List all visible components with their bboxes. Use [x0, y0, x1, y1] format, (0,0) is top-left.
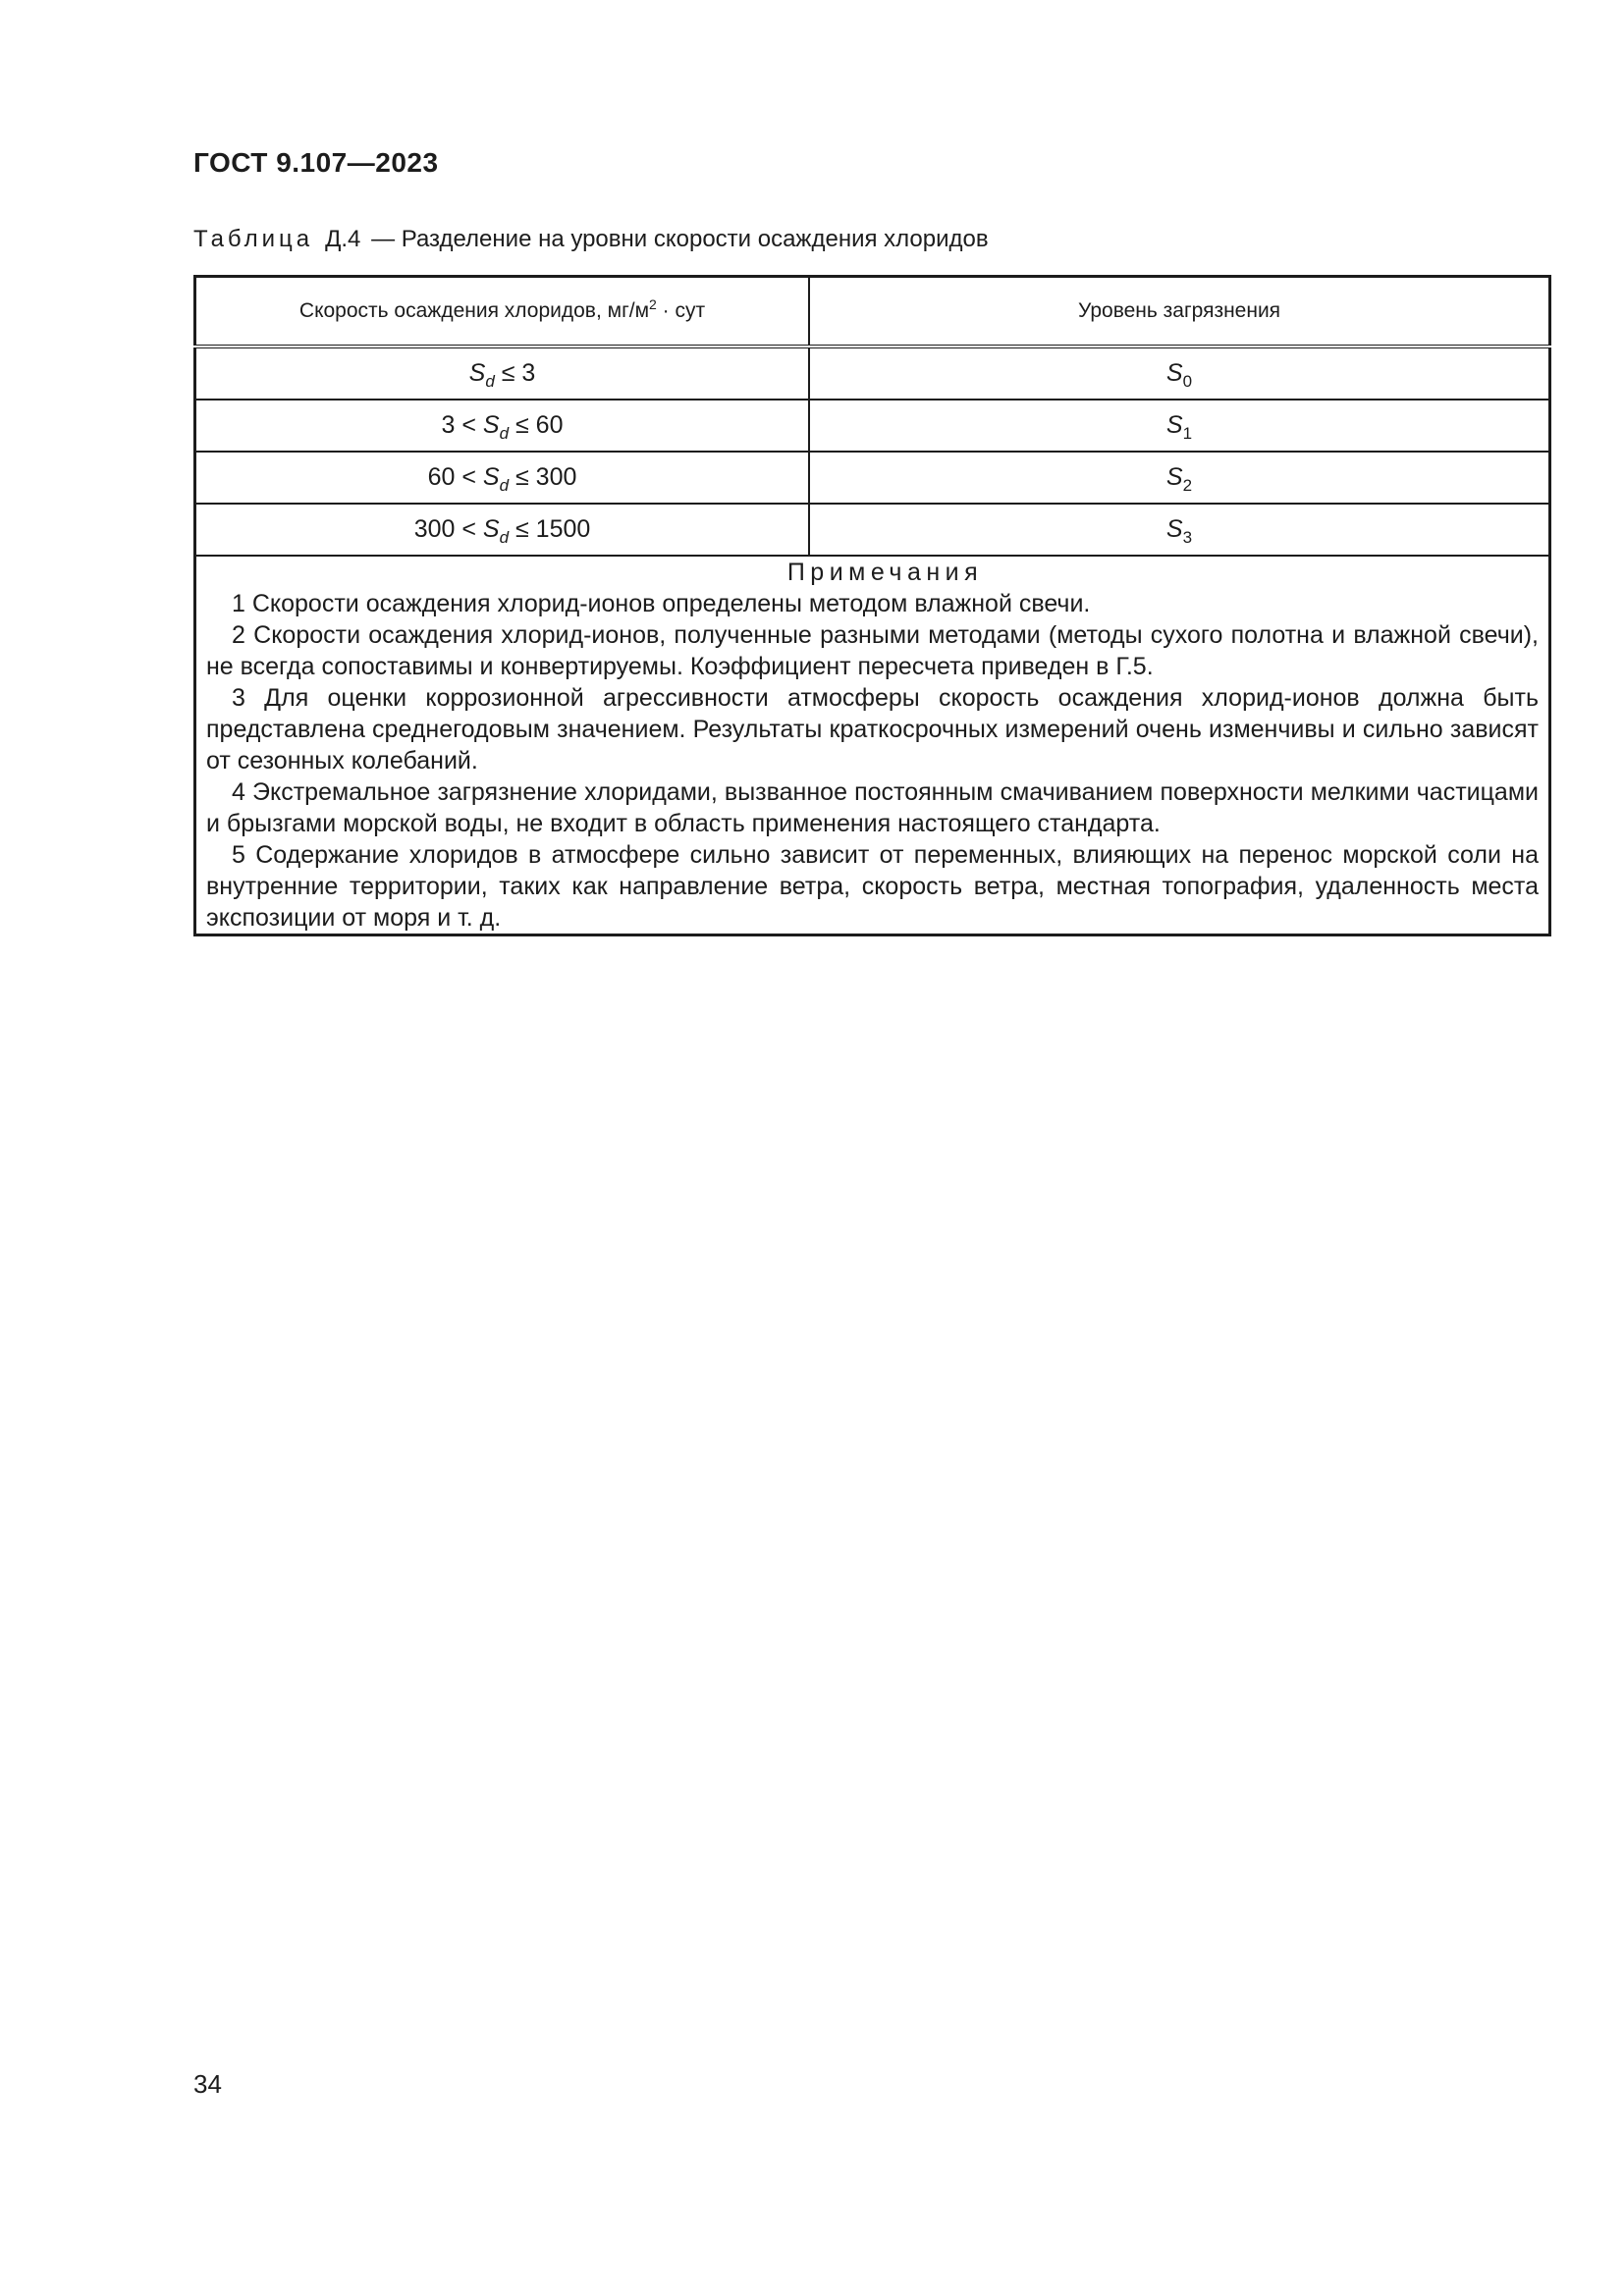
rate-subscript: d: [485, 372, 495, 391]
level-subscript: 0: [1182, 372, 1193, 391]
rate-before: 300 <: [413, 515, 483, 543]
rate-cell: [195, 347, 810, 400]
level-symbol: S: [1165, 463, 1183, 491]
table-row: [195, 347, 1550, 400]
rate-cell: [195, 400, 810, 452]
rate-subscript: d: [499, 528, 510, 547]
note-item-1: 1 Скорости осаждения хлорид-ионов определены методом влажной свечи.: [232, 590, 1091, 617]
doc-number: ГОСТ 9.107—2023: [193, 147, 439, 178]
rate-subscript: d: [499, 476, 510, 495]
level-cell: [809, 452, 1550, 504]
notes-row: [195, 556, 1550, 935]
rate-cell: [195, 504, 810, 556]
page-number: 34: [193, 2069, 222, 2099]
level-cell: [809, 347, 1550, 400]
column-header-pollution-level: Уровень загрязнения: [809, 277, 1550, 347]
table-title-label: Таблица: [193, 226, 314, 252]
table-row: [195, 504, 1550, 556]
level-subscript: 2: [1182, 476, 1193, 495]
column-header-deposition-rate: [195, 277, 810, 347]
level-subscript: 3: [1182, 528, 1193, 547]
level-cell: [809, 400, 1550, 452]
level-symbol: S: [1165, 359, 1183, 387]
rate-symbol: S: [482, 515, 500, 543]
table-title: [193, 226, 989, 253]
rate-symbol: S: [482, 411, 500, 439]
superscript-2: 2: [649, 296, 657, 312]
chloride-deposition-table: [193, 275, 1551, 936]
note-item-3: 3 Для оценки коррозионной агрессивности атмосферы скорость осаждения хлорид-ионов должна быть представлена среднегодовым значением. Результаты краткосрочных измерений очень изменчивы и сильно зависят от сезонных колебаний.: [206, 684, 1539, 774]
table-title-number: Д.4: [325, 226, 361, 252]
notes-cell: [195, 556, 1550, 935]
rate-after: ≤ 300: [509, 463, 577, 491]
level-subscript: 1: [1182, 424, 1193, 443]
rate-after: ≤ 3: [494, 359, 536, 387]
table-row: [195, 400, 1550, 452]
level-cell: [809, 504, 1550, 556]
level-symbol: S: [1165, 515, 1183, 543]
rate-after: ≤ 1500: [509, 515, 591, 543]
note-item-5: 5 Содержание хлоридов в атмосфере сильно зависит от переменных, влияющих на перенос морской соли на внутренние территории, таких как направление ветра, скорость ветра, местная топография, удаленность места экспозиции от моря и т. д.: [206, 841, 1539, 932]
rate-subscript: d: [499, 424, 510, 443]
level-symbol: S: [1165, 411, 1183, 439]
rate-before: 3 <: [441, 411, 483, 439]
col1-text: Скорость осаждения хлоридов, мг/м: [298, 299, 650, 322]
table-header-row: [195, 277, 1550, 347]
col1-tail: · сут: [656, 299, 706, 322]
rate-symbol: S: [482, 463, 500, 491]
rate-before: 60 <: [427, 463, 483, 491]
note-item-2: 2 Скорости осаждения хлорид-ионов, полученные разными методами (методы сухого полотна и влажной свечи), не всегда сопоставимы и конвертируемы. Коэффициент пересчета приведен в Г.5.: [206, 621, 1539, 680]
rate-symbol: S: [468, 359, 486, 387]
rate-cell: [195, 452, 810, 504]
rate-after: ≤ 60: [509, 411, 564, 439]
table-row: [195, 452, 1550, 504]
note-item-4: 4 Экстремальное загрязнение хлоридами, вызванное постоянным смачиванием поверхности мелкими частицами и брызгами морской воды, не входит в область применения настоящего стандарта.: [206, 778, 1539, 837]
table-title-text: — Разделение на уровни скорости осаждения хлоридов: [371, 226, 989, 252]
notes-heading: Примечания: [786, 559, 984, 586]
